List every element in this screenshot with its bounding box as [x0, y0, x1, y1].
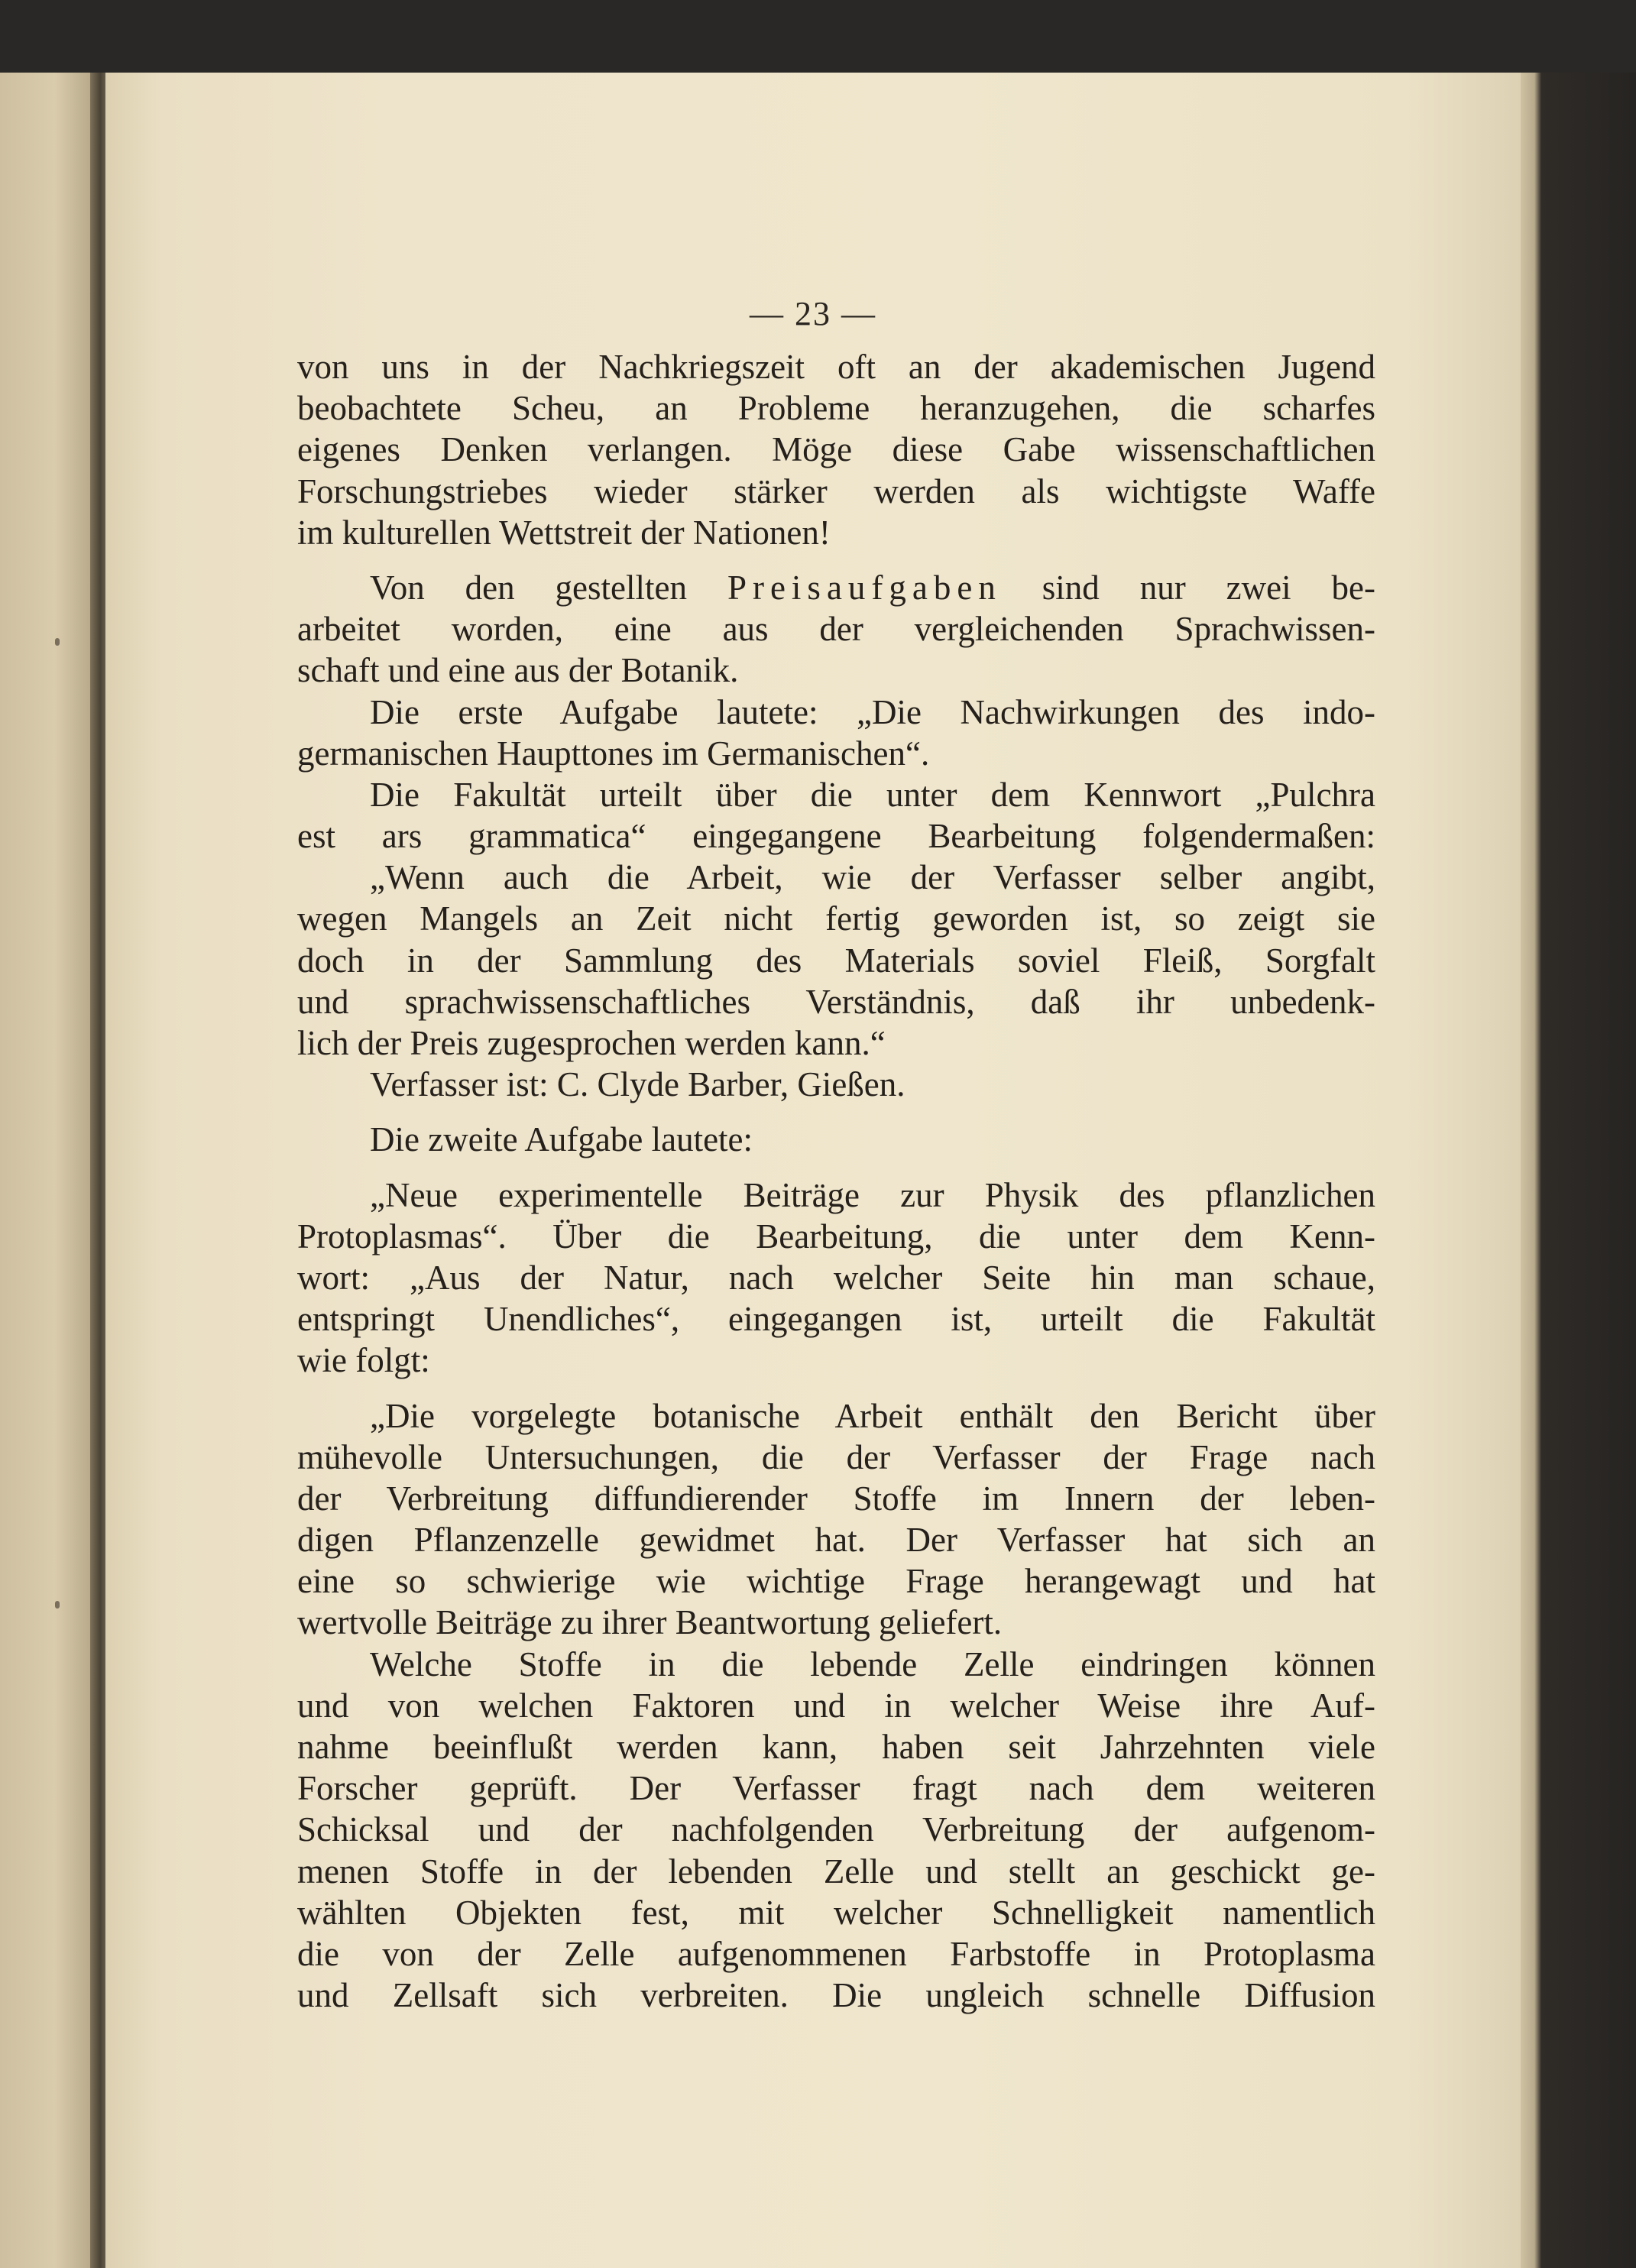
text-line: Verfasser ist: C. Clyde Barber, Gießen. [370, 1065, 905, 1104]
paper-speck [55, 638, 60, 646]
emphasized-word: Preisaufgaben [727, 568, 1002, 607]
text-line: und von welchen Faktoren und in welcher Weise ihre Auf- [297, 1686, 1375, 1725]
text-line: lich der Preis zugesprochen werden kann.“ [297, 1024, 886, 1062]
text-line: nahme beeinflußt werden kann, haben seit Jahrzehnten viele [297, 1728, 1375, 1766]
text-line: Schicksal und der nachfolgenden Verbreitung der aufgenom- [297, 1810, 1375, 1849]
text-line: Welche Stoffe in die lebende Zelle eindringen können [370, 1644, 1375, 1683]
paragraph-5 [297, 857, 1375, 1064]
text-line: schaft und eine aus der Botanik. [297, 651, 739, 690]
text-line: von uns in der Nachkriegszeit oft an der akademischen Jugend [297, 348, 1375, 386]
text-line: wertvolle Beiträge zu ihrer Beantwortung geliefert. [297, 1603, 1003, 1642]
text-line: Die erste Aufgabe lautete: „Die Nachwirkungen des indo- [370, 692, 1375, 731]
text-line [297, 567, 1375, 608]
paragraph-1 [297, 346, 1375, 553]
text-line: germanischen Haupttones im Germanischen“. [297, 734, 930, 773]
paper-speck [55, 1601, 60, 1609]
text-line: Forschungstriebes wieder stärker werden als wichtigste Waffe [297, 471, 1375, 510]
text-line: doch in der Sammlung des Materials soviel Fleiß, Sorgfalt [297, 941, 1375, 980]
text-line: Die Fakultät urteilt über die unter dem Kennwort „Pulchra [370, 775, 1375, 814]
text-line: Die zweite Aufgabe lautete: [370, 1120, 753, 1159]
paragraph-7 [297, 1119, 1375, 1160]
paragraph-6 [297, 1064, 1375, 1105]
text-line: „Wenn auch die Arbeit, wie der Verfasser selber angibt, [370, 858, 1375, 897]
page [105, 73, 1521, 2268]
paragraph-4 [297, 774, 1375, 857]
paragraph-2 [297, 567, 1375, 692]
text-line: eigenes Denken verlangen. Möge diese Gabe wissenschaftlichen [297, 430, 1375, 469]
book-gutter [90, 73, 107, 2268]
text-line: wegen Mangels an Zeit nicht fertig geworden ist, so zeigt sie [297, 899, 1375, 938]
text-line: est ars grammatica“ eingegangene Bearbeitung folgendermaßen: [297, 817, 1375, 856]
text-line: arbeitet worden, eine aus der vergleichenden Sprachwissen- [297, 610, 1375, 649]
paragraph-3 [297, 692, 1375, 774]
body-text [297, 346, 1375, 2016]
page-number: — 23 — [750, 295, 876, 332]
text-line: mühevolle Untersuchungen, die der Verfasser der Frage nach [297, 1437, 1375, 1476]
text-line: menen Stoffe in der lebenden Zelle und stellt an geschickt ge- [297, 1852, 1375, 1891]
text-line: „Neue experimentelle Beiträge zur Physik des pflanzlichen [370, 1175, 1375, 1214]
text-line: „Die vorgelegte botanische Arbeit enthält den Bericht über [370, 1396, 1375, 1435]
text-line: beobachtete Scheu, an Probleme heranzugehen, die scharfes [297, 389, 1375, 428]
text-line: und Zellsaft sich verbreiten. Die ungleich schnelle Diffusion [297, 1976, 1375, 2015]
text-line: wählten Objekten fest, mit welcher Schnelligkeit namentlich [297, 1893, 1375, 1932]
text-line: im kulturellen Wettstreit der Nationen! [297, 513, 831, 552]
paragraph-9 [297, 1395, 1375, 1644]
text-line: eine so schwierige wie wichtige Frage herangewagt und hat [297, 1562, 1375, 1601]
text-line: digen Pflanzenzelle gewidmet hat. Der Verfasser hat sich an [297, 1521, 1375, 1560]
text-line: Forscher geprüft. Der Verfasser fragt nach dem weiteren [297, 1769, 1375, 1808]
text-line: Protoplasmas“. Über die Bearbeitung, die unter dem Kenn- [297, 1217, 1375, 1256]
paragraph-8 [297, 1174, 1375, 1382]
text-line: der Verbreitung diffundierender Stoffe im Innern der leben- [297, 1479, 1375, 1518]
text-line: entspringt Unendliches“, eingegangen ist, urteilt die Fakultät [297, 1300, 1375, 1339]
paragraph-10 [297, 1644, 1375, 2017]
text-line: wie folgt: [297, 1341, 430, 1380]
text-run: sind nur zwei be- [1001, 568, 1375, 607]
text-run: Von den gestellten [370, 568, 727, 607]
left-page-edge [0, 73, 99, 2268]
text-line: wort: „Aus der Natur, nach welcher Seite hin man schaue, [297, 1258, 1375, 1297]
text-line: und sprachwissenschaftliches Verständnis, daß ihr unbedenk- [297, 982, 1375, 1021]
right-page-edge [1521, 73, 1636, 2268]
text-line: die von der Zelle aufgenommenen Farbstoffe in Protoplasma [297, 1934, 1375, 1973]
